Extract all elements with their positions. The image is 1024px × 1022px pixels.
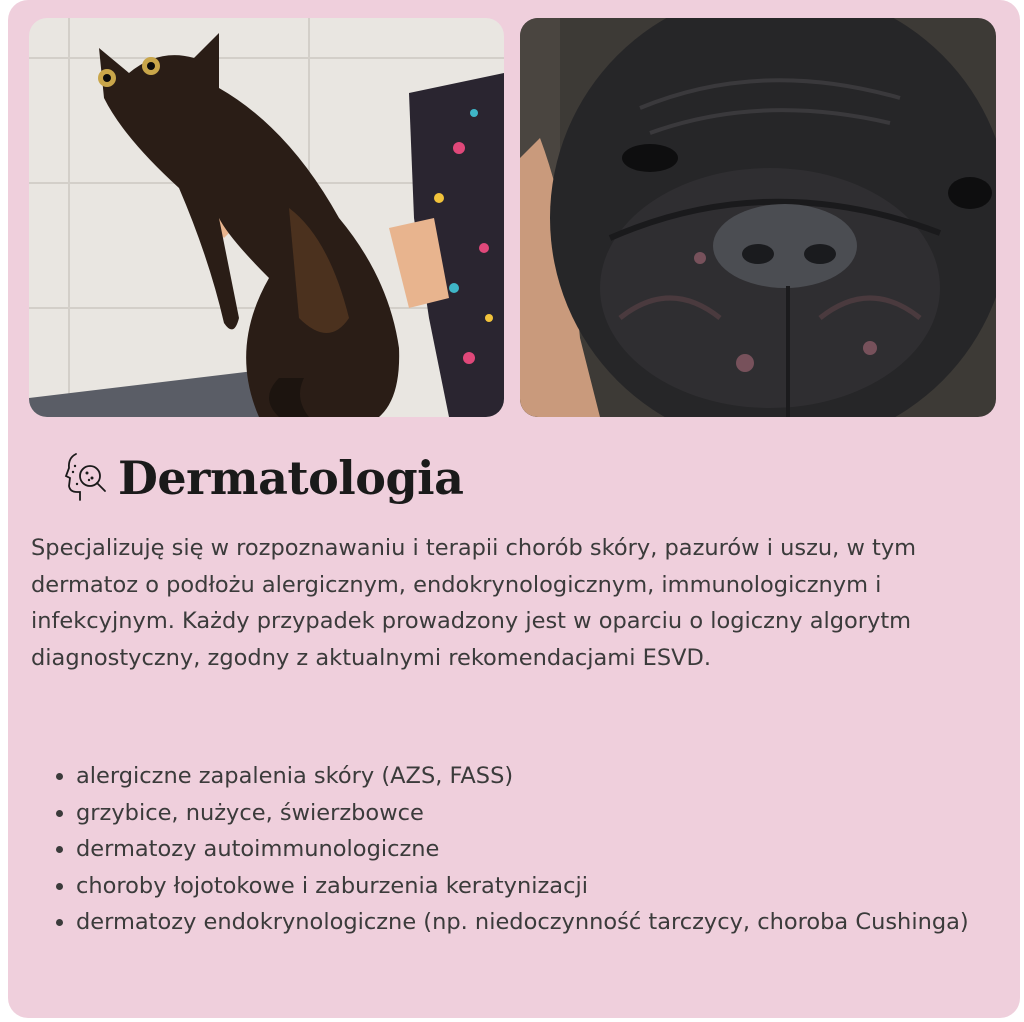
cat-photo [29,18,504,417]
dermatology-card [8,0,1020,1018]
section-title: Dermatologia [118,451,464,505]
section-description: Specjalizuję się w rozpoznawaniu i terapii chorób skóry, pazurów i uszu, w tym dermatoz o podłożu alergicznym, endokrynologicznym, immunologicznym i infekcyjnym. Każdy przypadek prowadzony jest w oparciu o logiczny algorytm diagnostyczny, zgodny z aktualnymi rekomendacjami ESVD. [31,535,917,671]
conditions-list [56,758,996,941]
list-item: choroby łojotokowe i zaburzenia keratynizacji [56,868,996,905]
list-item: dermatozy autoimmunologiczne [56,831,996,868]
list-item: alergiczne zapalenia skóry (AZS, FASS) [56,758,996,795]
list-item: grzybice, nużyce, świerzbowce [56,795,996,832]
list-item: dermatozy endokrynologiczne (np. niedoczynność tarczycy, choroba Cushinga) [56,904,996,941]
section-heading [60,448,463,508]
dog-photo [520,18,996,417]
skin-magnifier-icon [60,448,108,508]
